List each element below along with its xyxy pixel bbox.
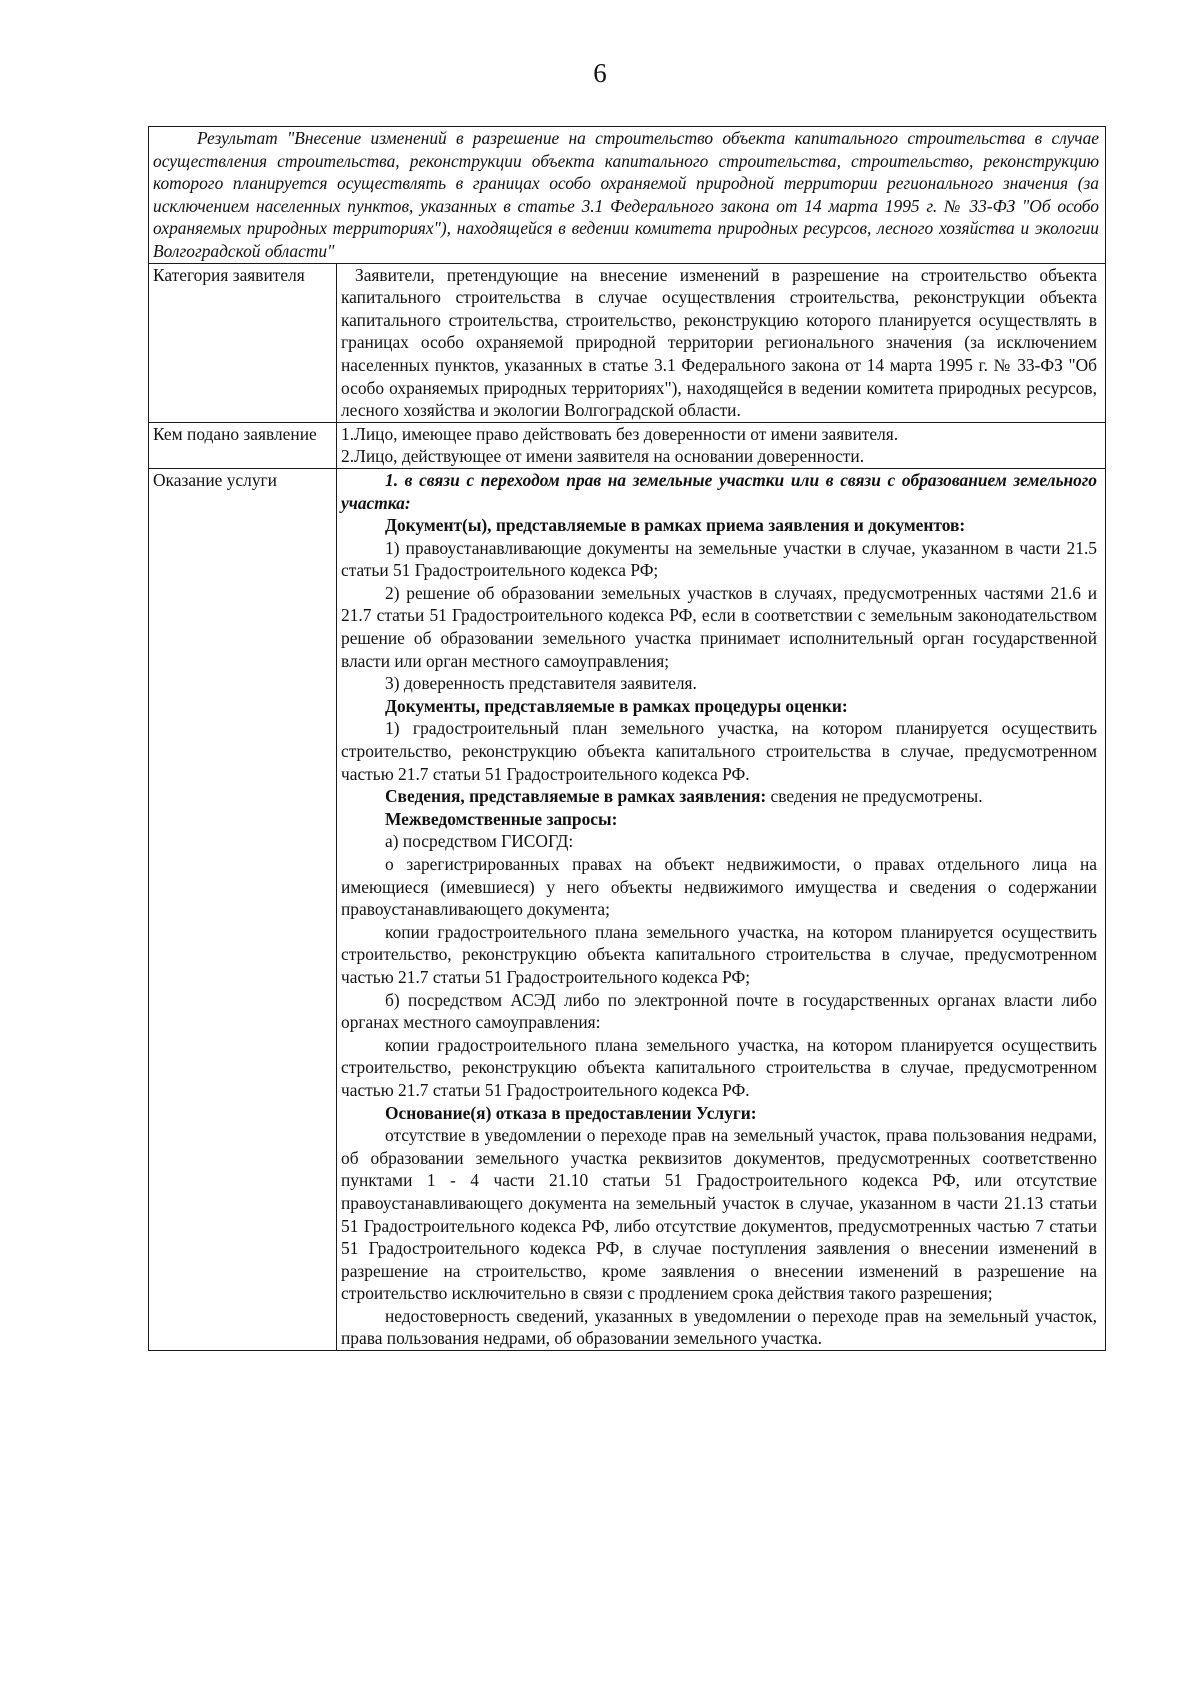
- request-b: б) посредством АСЭД либо по электронной почте в государственных органах власти либо органах местного самоуправления:: [341, 989, 1097, 1033]
- request-a-item-2: копии градостроительного плана земельного участка, на котором планируется осуществить строительство, реконструкцию объекта капитального строительства в случае, предусмотренном частью 21.7 статьи 51 Градостроительного кодекса РФ;: [341, 921, 1097, 987]
- submitted-by-row: [149, 422, 1106, 468]
- eval-title: Документы, представляемые в рамках процедуры оценки:: [385, 695, 848, 716]
- request-b-item-1: копии градостроительного плана земельного участка, на котором планируется осуществить строительство, реконструкцию объекта капитального строительства в случае, предусмотренном частью 21.7 статьи 51 Градостроительного кодекса РФ.: [341, 1034, 1097, 1100]
- doc-item-2: 2) решение об образовании земельных участков в случаях, предусмотренных частями 21.6 и 21.7 статьи 51 Градостроительного кодекса РФ, если в соответствии с земельным законодательством решение об образовании земельного участка принимает исполнительный орган государственной власти или орган местного самоуправления;: [341, 582, 1097, 671]
- result-title: Результат "Внесение изменений в разрешение на строительство объекта капитального строительства в случае осуществления строительства, реконструкции объекта капитального строительства, строительство, реконструкцию которого планируется осуществлять в границах особо охраняемой природной территории регионального значения (за исключением населенных пунктов, указанных в статье 3.1 Федерального закона от 14 марта 1995 г. № 33-ФЗ "Об особо охраняемых природных территориях"), находящейся в ведении комитета природных ресурсов, лесного хозяйства и экологии Волгоградской области": [153, 128, 1099, 261]
- refusal-title: Основание(я) отказа в предоставлении Услуги:: [385, 1102, 757, 1123]
- submitted-by-label: Кем подано заявление: [149, 422, 337, 468]
- request-a: а) посредством ГИСОГД:: [385, 831, 574, 852]
- applicant-category-row: [149, 263, 1106, 422]
- info-text: сведения не предусмотрены.: [766, 786, 983, 807]
- title-cell: [149, 127, 1106, 264]
- submitted-by-item-1: 1.Лицо, имеющее право действовать без доверенности от имени заявителя.: [341, 423, 899, 444]
- eval-item-1: 1) градостроительный план земельного участка, на котором планируется осуществить строительство, реконструкцию объекта капитального строительства в случае, предусмотренном частью 21.7 статьи 51 Градостроительного кодекса РФ.: [341, 718, 1097, 784]
- service-heading: 1. в связи с переходом прав на земельные участки или в связи с образованием земельного участка:: [341, 469, 1097, 513]
- info-paragraph: [341, 785, 1097, 808]
- service-label: Оказание услуги: [149, 468, 337, 1350]
- submitted-by-item-2: 2.Лицо, действующее от имени заявителя на основании доверенности.: [341, 446, 865, 467]
- title-row: [149, 127, 1106, 264]
- applicant-category-text: Заявители, претендующие на внесение изменений в разрешение на строительство объекта капитального строительства в случае осуществления строительства, реконструкции объекта капитального строительства, строительство, реконструкцию которого планируется осуществлять в границах особо охраняемой природной территории регионального значения (за исключением населенных пунктов, указанных в статье 3.1 Федерального закона от 14 марта 1995 г. № 33-ФЗ "Об особо охраняемых природных территориях"), находящейся в ведении комитета природных ресурсов, лесного хозяйства и экологии Волгоградской области.: [341, 264, 1097, 421]
- page-number: 6: [593, 58, 607, 88]
- applicant-category-label: Категория заявителя: [149, 263, 337, 422]
- request-a-item-1: о зарегистрированных правах на объект недвижимости, о правах отдельного лица на имеющиеся (имевшиеся) у него объекты недвижимого имущества и сведения о содержании правоустанавливающего документа;: [341, 854, 1097, 920]
- refusal-item-1: отсутствие в уведомлении о переходе прав на земельный участок, права пользования недрами, об образовании земельного участка реквизитов документов, предусмотренных соответственно пунктами 1 - 4 части 21.10 статьи 51 Градостроительного кодекса РФ, или отсутствие правоустанавливающего документа на земельный участок в случае, указанном в части 21.13 статьи 51 Градостроительного кодекса РФ, либо отсутствие документов, предусмотренных частью 7 статьи 51 Градостроительного кодекса РФ, в случае поступления заявления о внесении изменений в разрешение на строительство, кроме заявления о внесении изменений в разрешение на строительство исключительно в связи с продлением срока действия такого разрешения;: [341, 1125, 1097, 1304]
- service-content: [337, 468, 1106, 1350]
- service-row: [149, 468, 1106, 1350]
- refusal-item-2: недостоверность сведений, указанных в уведомлении о переходе прав на земельный участок, права пользования недрами, об образовании земельного участка.: [341, 1305, 1097, 1349]
- service-table: [148, 126, 1106, 1351]
- requests-title: Межведомственные запросы:: [385, 808, 618, 829]
- doc-item-1: 1) правоустанавливающие документы на земельные участки в случае, указанном в части 21.5 статьи 51 Градостроительного кодекса РФ;: [341, 537, 1097, 581]
- docs-title: Документ(ы), представляемые в рамках приема заявления и документов:: [385, 515, 966, 536]
- doc-item-3: 3) доверенность представителя заявителя.: [385, 673, 697, 694]
- info-title: Сведения, представляемые в рамках заявления:: [385, 786, 767, 807]
